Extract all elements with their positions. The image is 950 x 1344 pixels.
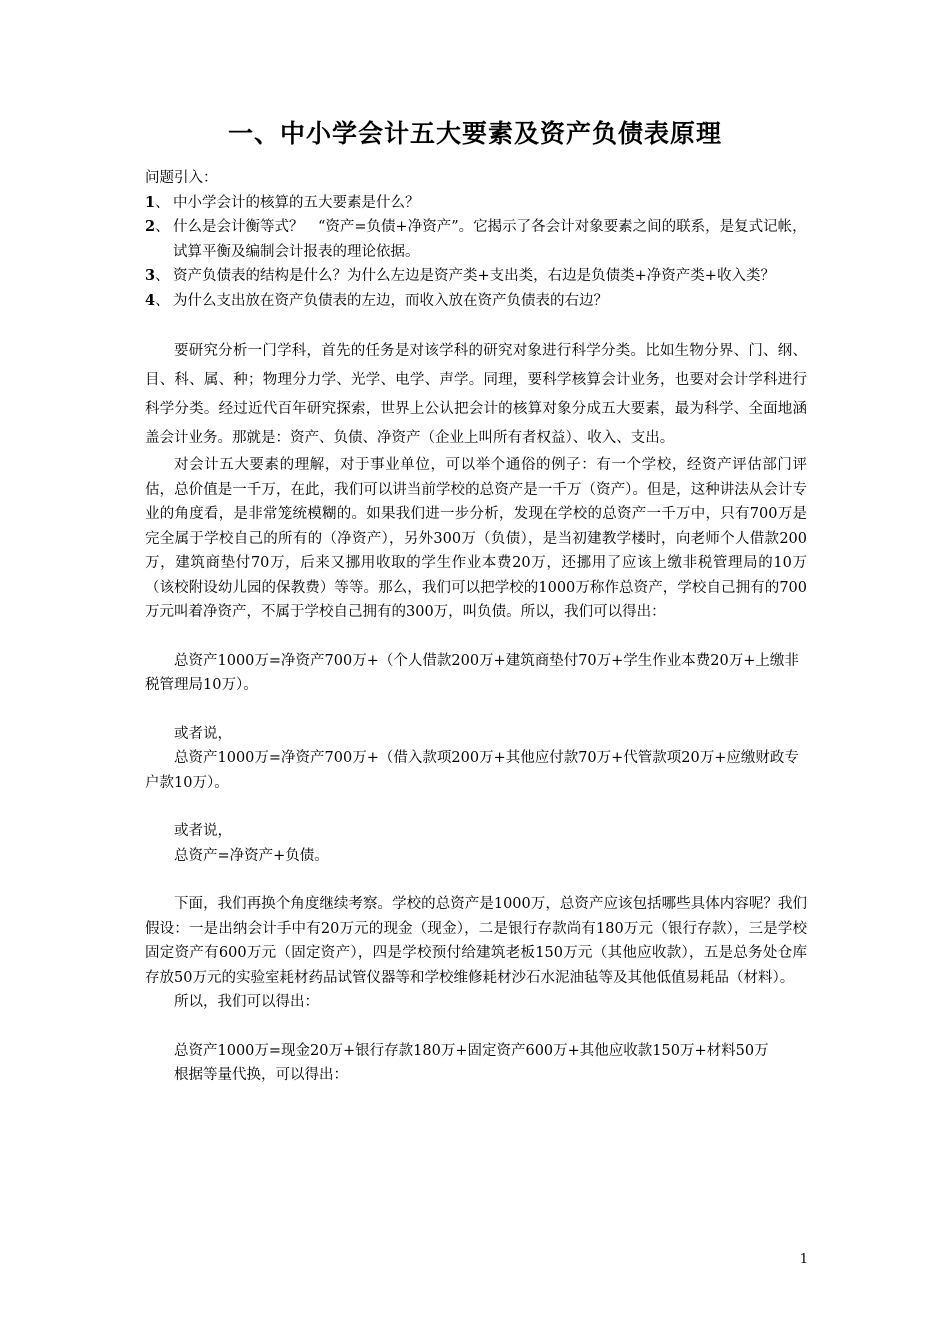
paragraph-school-example: 对会计五大要素的理解，对于事业单位，可以举个通俗的例子：有一个学校，经资产评估部门评估，总价值是一千万，在此，我们可以讲当前学校的总资产是一千万（资产）。但是，这种讲法从会计专业的角度看，是非常笼统模糊的。如果我们进一步分析，发现在学校的总资产一千万中，只有700万是完全属于学校自己的所有的（净资产），另外300万（负债），是当初建教学楼时，向老师个人借款200万，建筑商垫付70万，后来又挪用收取的学生作业本费20万，还挪用了应该上缴非税管理局的10万（该校附设幼儿园的保教费）等等。那么，我们可以把学校的1000万称作总资产，学校自己拥有的700万元叫着净资产，不属于学校自己拥有的300万，叫负债。所以，我们可以得出：	[145, 457, 807, 620]
formula-liabilities-detail: 总资产1000万=净资产700万+（个人借款200万+建筑商垫付70万+学生作业本费20万+上缴非税管理局10万）。	[145, 652, 799, 693]
intro-label: 问题引入：	[145, 170, 218, 186]
or-say-label: 或者说，	[174, 823, 232, 839]
or-say-label: 或者说，	[174, 725, 232, 742]
paragraph-research: 要研究分析一门学科，首先的任务是对该学科的研究对象进行科学分类。比如生物分界、门、纲、目、科、属、种；物理分力学、光学、电学、声学。同理，要科学核算会计业务，也要对会计学科进行科学分类。经过近代百年研究探索，世界上公认把会计的核算对象分成五大要素，最为科学、全面地涵盖会计业务。那就是：资产、负债、净资产（企业上叫所有者权益）、收入、支出。	[145, 343, 807, 446]
question-number: 2	[145, 218, 156, 235]
question-number: 4	[145, 291, 156, 309]
question-number: 1	[145, 193, 156, 211]
so-we-label: 所以，我们可以得出：	[174, 994, 319, 1010]
question-item: 2、 什么是会计衡等式？ “资产=负债+净资产”。它揭示了各会计对象要素之间的联系，是复式记帐，试算平衡及编制会计报表的理论依据。	[145, 215, 807, 264]
substitution-label: 根据等量代换，可以得出：	[174, 1067, 348, 1083]
formula-asset-composition: 总资产1000万=现金20万+银行存款180万+固定资产600万+其他应收款150万+材料50万	[174, 1042, 769, 1059]
question-text: 资产负债表的结构是什么？为什么左边是资产类+支出类，右边是负债类+净资产类+收入类？	[173, 268, 775, 284]
question-text: 为什么支出放在资产负债表的左边，而收入放在资产负债表的右边？	[173, 292, 608, 309]
formula-accounts: 总资产1000万=净资产700万+（借入款项200万+其他应付款70万+代管款项20万+应缴财政专户款10万）。	[145, 750, 799, 791]
formula-basic: 总资产=净资产+负债。	[174, 847, 329, 864]
page-title: 一、中小学会计五大要素及资产负债表原理	[227, 119, 722, 148]
paragraph-asset-breakdown: 下面，我们再换个角度继续考察。学校的总资产是1000万，总资产应该包括哪些具体内容呢？我们假设：一是出纳会计手中有20万元的现金（现金），二是银行存款尚有180万元（银行存款），三是学校固定资产有600万元（固定资产），四是学校预付给建筑老板150万元（其他应收款），五是总务处仓库存放50万元的实验室耗材药品试管仪器等和学校维修耗材沙石水泥油毡等及其他低值易耗品（材料）。	[145, 896, 807, 986]
document-body	[145, 166, 807, 1088]
question-item: 1、 中小学会计的核算的五大要素是什么？	[145, 191, 807, 216]
page-number: 1	[799, 1252, 808, 1267]
question-item: 3、 资产负债表的结构是什么？为什么左边是资产类+支出类，右边是负债类+净资产类+收入类？	[145, 264, 807, 289]
question-text: 什么是会计衡等式？ “资产=负债+净资产”。它揭示了各会计对象要素之间的联系，是复式记帐，试算平衡及编制会计报表的理论依据。	[173, 219, 807, 260]
question-text: 中小学会计的核算的五大要素是什么？	[173, 194, 420, 211]
question-item: 4、 为什么支出放在资产负债表的左边，而收入放在资产负债表的右边？	[145, 289, 807, 314]
question-number: 3	[145, 267, 156, 284]
